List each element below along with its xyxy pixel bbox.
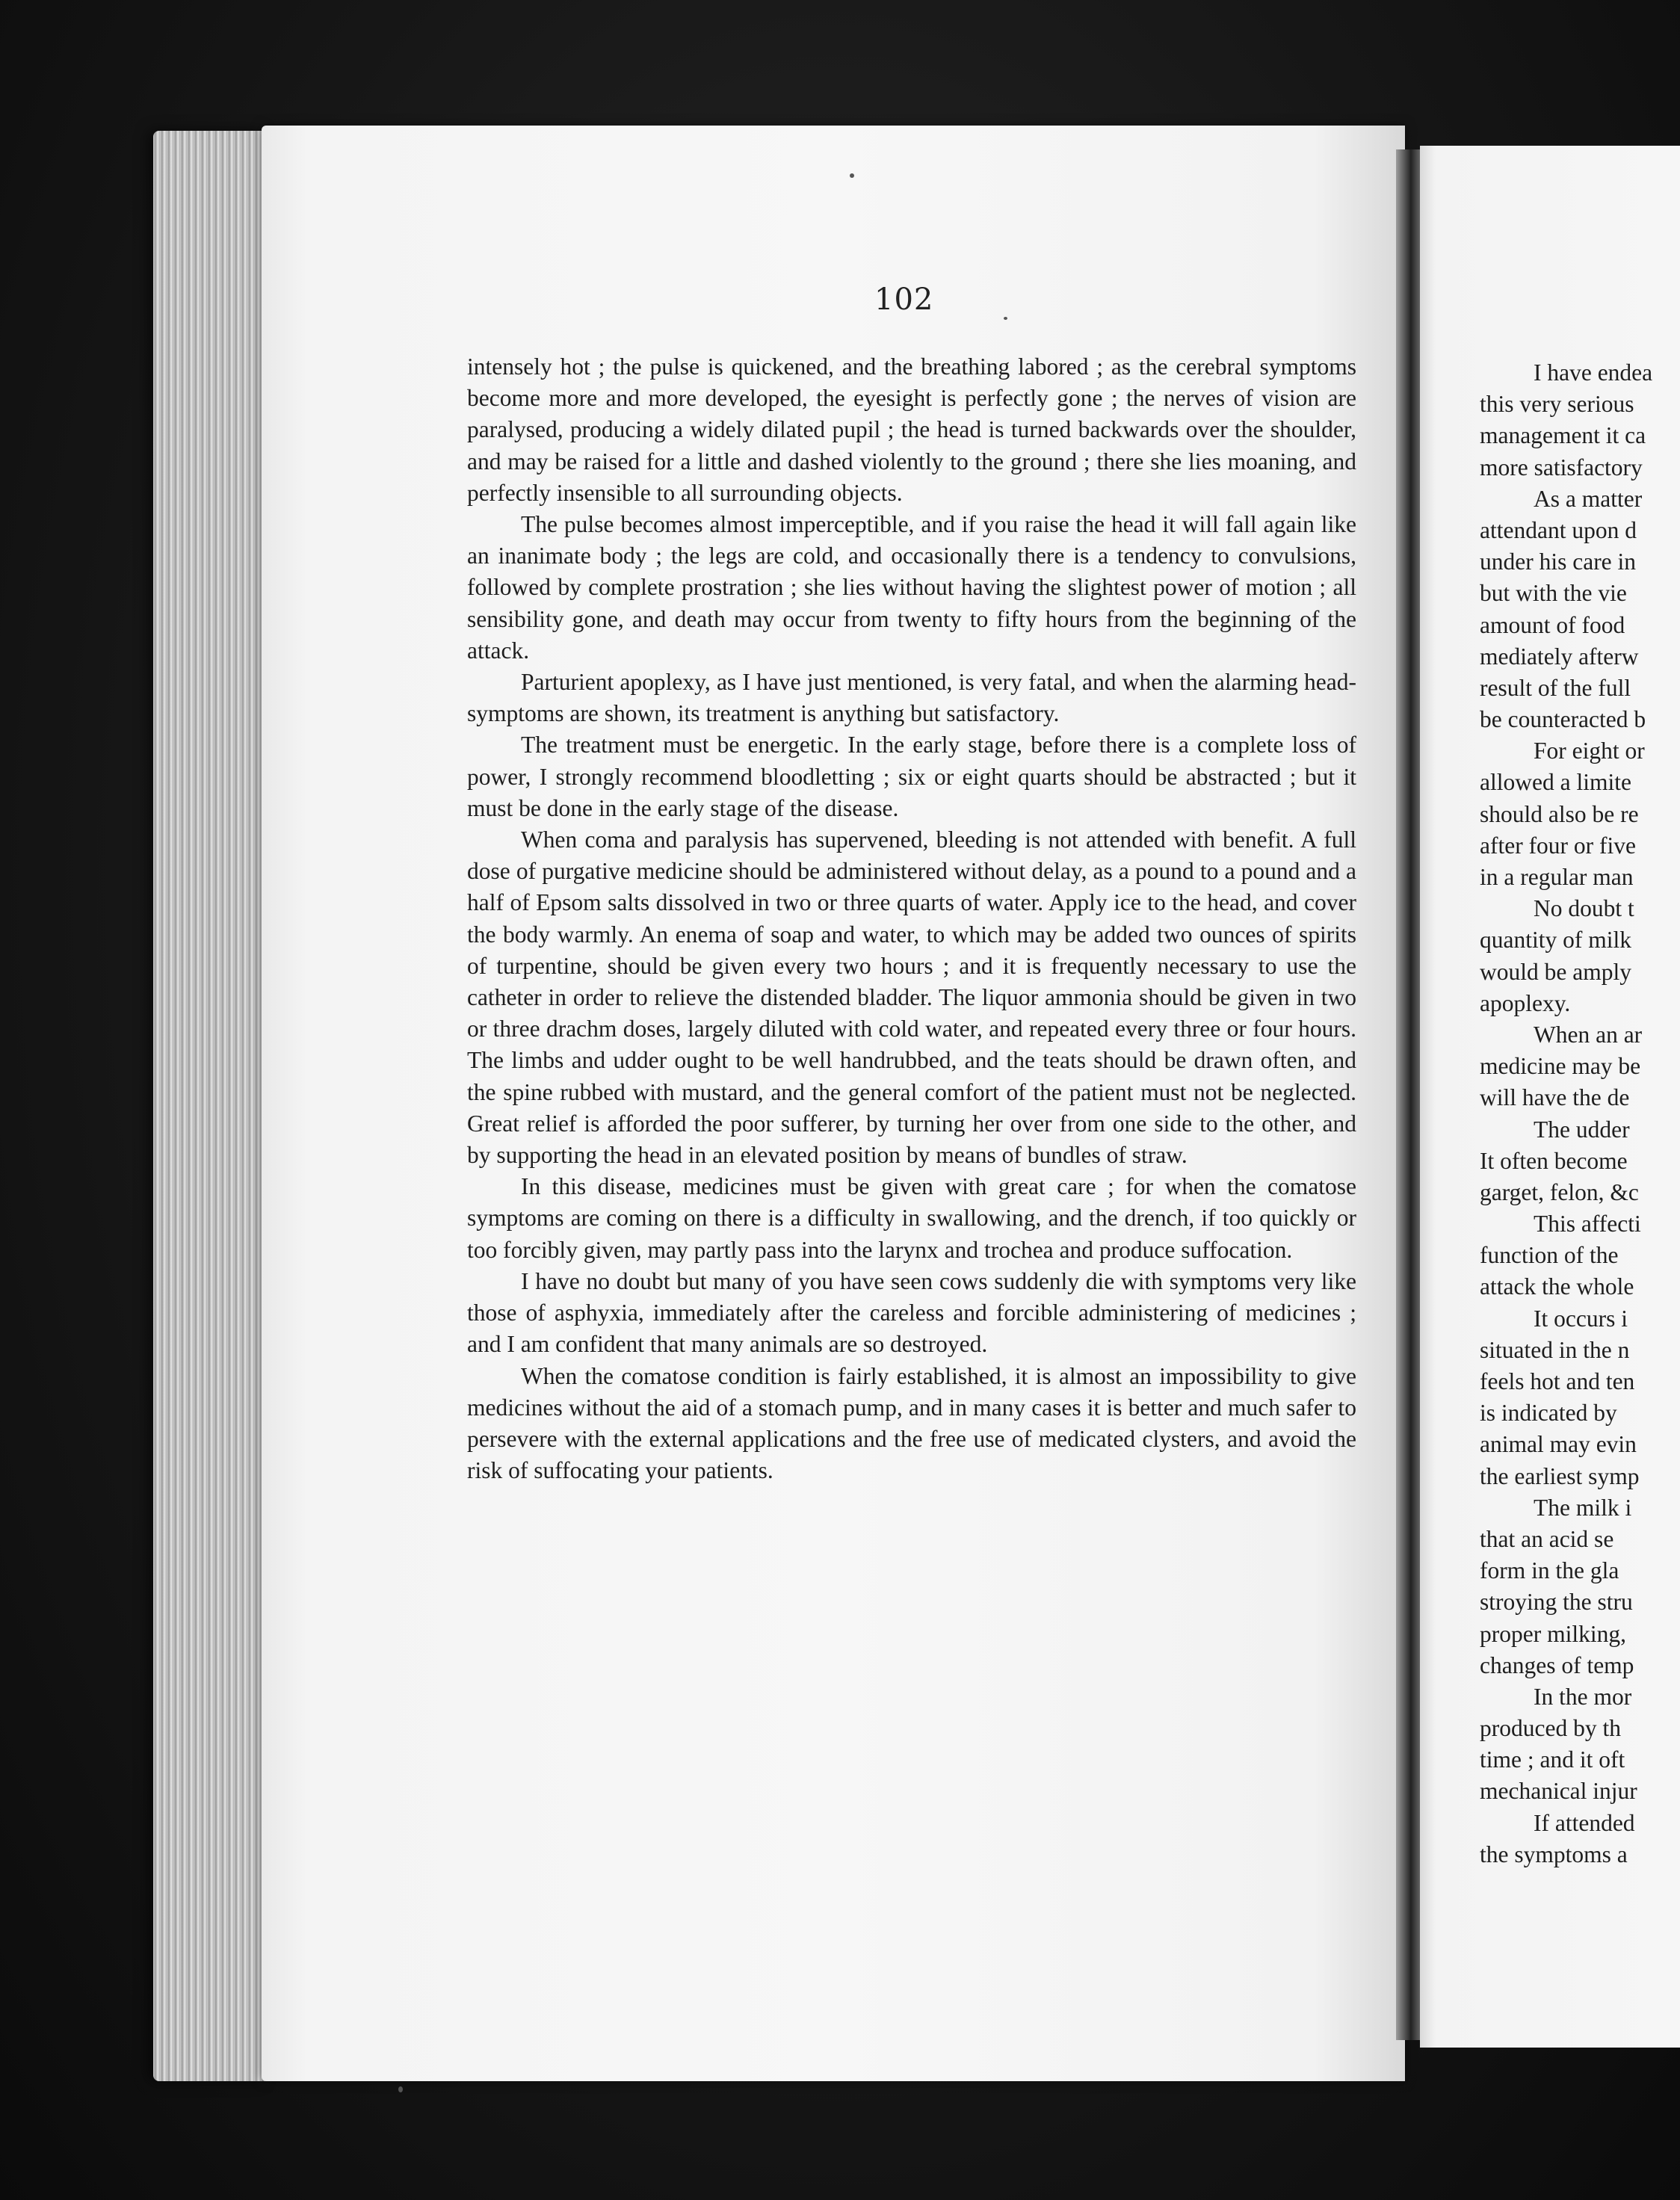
- right-page-text: [1480, 357, 1680, 1870]
- right-page-line: result of the full: [1480, 674, 1631, 701]
- paragraph: When the comatose condition is fairly established, it is almost an impossibility to give medicines without the aid of a stomach pump, and in many cases it is better and much safer to persevere with the external applications and the free use of medicated clysters, and avoid the risk of suffocating your patients.: [467, 1362, 1356, 1484]
- book-gutter: [1396, 149, 1423, 2040]
- right-page-line: the symptoms a: [1480, 1841, 1628, 1867]
- right-page-line: proper milking,: [1480, 1620, 1626, 1647]
- right-page-line: would be amply: [1480, 958, 1631, 985]
- left-page-text: [467, 351, 1356, 1486]
- right-page-line: stroying the stru: [1480, 1589, 1633, 1616]
- right-page-line: under his care in: [1480, 549, 1637, 575]
- right-page-line: mechanical injur: [1480, 1778, 1637, 1805]
- right-page-line: situated in the n: [1480, 1336, 1630, 1363]
- right-page-line: be counteracted b: [1480, 706, 1646, 733]
- right-page-line: attendant upon d: [1480, 516, 1637, 543]
- right-page-line: function of the: [1480, 1242, 1619, 1269]
- right-page-line: form in the gla: [1480, 1557, 1619, 1584]
- right-page-line: this very serious: [1480, 391, 1634, 418]
- right-page-line: time ; and it oft: [1480, 1746, 1625, 1773]
- right-page-line: apoplexy.: [1480, 989, 1571, 1016]
- right-page-line: The milk i: [1534, 1494, 1632, 1521]
- dust-speck: [1004, 317, 1007, 320]
- right-page-line: in a regular man: [1480, 864, 1634, 890]
- book-page-edges: [153, 131, 265, 2081]
- paragraph: In this disease, medicines must be given with great care ; for when the comatose symptoms are coming on there is a difficulty in swallowing, and the drench, if too quickly or too forcibly given, may partly pass into the larynx and trochea and produce suffocation.: [467, 1173, 1356, 1263]
- right-page-line: animal may evin: [1480, 1431, 1637, 1458]
- right-page-line: garget, felon, &c: [1480, 1178, 1639, 1205]
- right-page-line: I have endea: [1534, 359, 1653, 386]
- right-page-line: mediately afterw: [1480, 643, 1639, 670]
- right-page-line: As a matter: [1534, 485, 1643, 512]
- right-page-line: after four or five: [1480, 832, 1637, 859]
- right-page-line: is indicated by: [1480, 1400, 1617, 1427]
- right-page-line: feels hot and ten: [1480, 1368, 1635, 1394]
- right-page-line: the earliest symp: [1480, 1462, 1640, 1489]
- paragraph: The pulse becomes almost imperceptible, and if you raise the head it will fall again like an inanimate body ; the legs are cold, and occasionally there is a tendency to convulsions, followed by complete prostration ; she lies without having the slightest power of motion ; all sensibility gone, and death may occur from twenty to fifty hours from the beginning of the attack.: [467, 511, 1356, 664]
- right-page-line: In the mor: [1534, 1683, 1632, 1710]
- right-page-line: attack the whole: [1480, 1273, 1634, 1300]
- paragraph: The treatment must be energetic. In the early stage, before there is a complete loss of power, I strongly recommend bloodletting ; six or eight quarts should be abstracted ; but it must be done in the early stage of the disease.: [467, 732, 1356, 821]
- right-page-line: management it ca: [1480, 422, 1646, 449]
- right-page-line: will have the de: [1480, 1084, 1630, 1111]
- paragraph: Parturient apoplexy, as I have just mentioned, is very fatal, and when the alarming head-symptoms are shown, its treatment is anything but satisfactory.: [467, 669, 1356, 727]
- right-page-line: It occurs i: [1534, 1305, 1628, 1332]
- right-page-line: For eight or: [1534, 738, 1645, 764]
- right-page-line: but with the vie: [1480, 580, 1627, 607]
- right-page-line: This affecti: [1534, 1211, 1641, 1238]
- right-page-line: more satisfactory: [1480, 454, 1643, 481]
- right-page-line: allowed a limite: [1480, 769, 1631, 796]
- right-page-line: produced by th: [1480, 1715, 1621, 1742]
- right-page-line: It often become: [1480, 1147, 1628, 1174]
- right-page-line: medicine may be: [1480, 1053, 1641, 1080]
- right-page-line: should also be re: [1480, 800, 1639, 827]
- right-page-line: that an acid se: [1480, 1525, 1614, 1552]
- right-page-line: changes of temp: [1480, 1651, 1634, 1678]
- right-page-line: If attended: [1534, 1809, 1635, 1836]
- right-page-line: quantity of milk: [1480, 927, 1631, 954]
- right-page-line: No doubt t: [1534, 895, 1634, 922]
- dust-speck: [850, 173, 854, 178]
- right-page-line: The udder: [1534, 1116, 1630, 1143]
- paragraph: When coma and paralysis has supervened, bleeding is not attended with benefit. A full dose of purgative medicine should be administered without delay, as a pound to a pound and a half of Epsom salts dissolved in two or three quarts of water. Apply ice to the head, and cover the body warmly. An enema of soap and water, to which may be added two ounces of spirits of turpentine, should be given every two hours ; and it is frequently necessary to use the catheter in order to relieve the distended bladder. The liquor ammonia should be given in two or three drachm doses, largely diluted with cold water, and repeated every three or four hours. The limbs and udder ought to be well handrubbed, and the teats should be drawn often, and the spine rubbed with mustard, and the general comfort of the patient must not be neglected. Great relief is afforded the poor sufferer, by turning her over from one side to the other, and by supporting the head in an elevated position by means of bundles of straw.: [467, 826, 1356, 1169]
- page-number: 102: [874, 282, 934, 317]
- paragraph: intensely hot ; the pulse is quickened, and the breathing labored ; as the cerebral symptoms become more and more developed, the eyesight is perfectly gone ; the nerves of vision are paralysed, producing a widely dilated pupil ; the head is turned backwards over the shoulder, and may be raised for a little and dashed violently to the ground ; there she lies moaning, and perfectly insensible to all surrounding objects.: [467, 353, 1356, 506]
- right-page-line: amount of food: [1480, 611, 1625, 638]
- dust-speck: [398, 2086, 403, 2092]
- right-page-line: When an ar: [1534, 1021, 1643, 1048]
- paragraph: I have no doubt but many of you have seen cows suddenly die with symptoms very like those of asphyxia, immediately after the careless and forcible administering of medicines ; and I am confident that many animals are so destroyed.: [467, 1267, 1356, 1358]
